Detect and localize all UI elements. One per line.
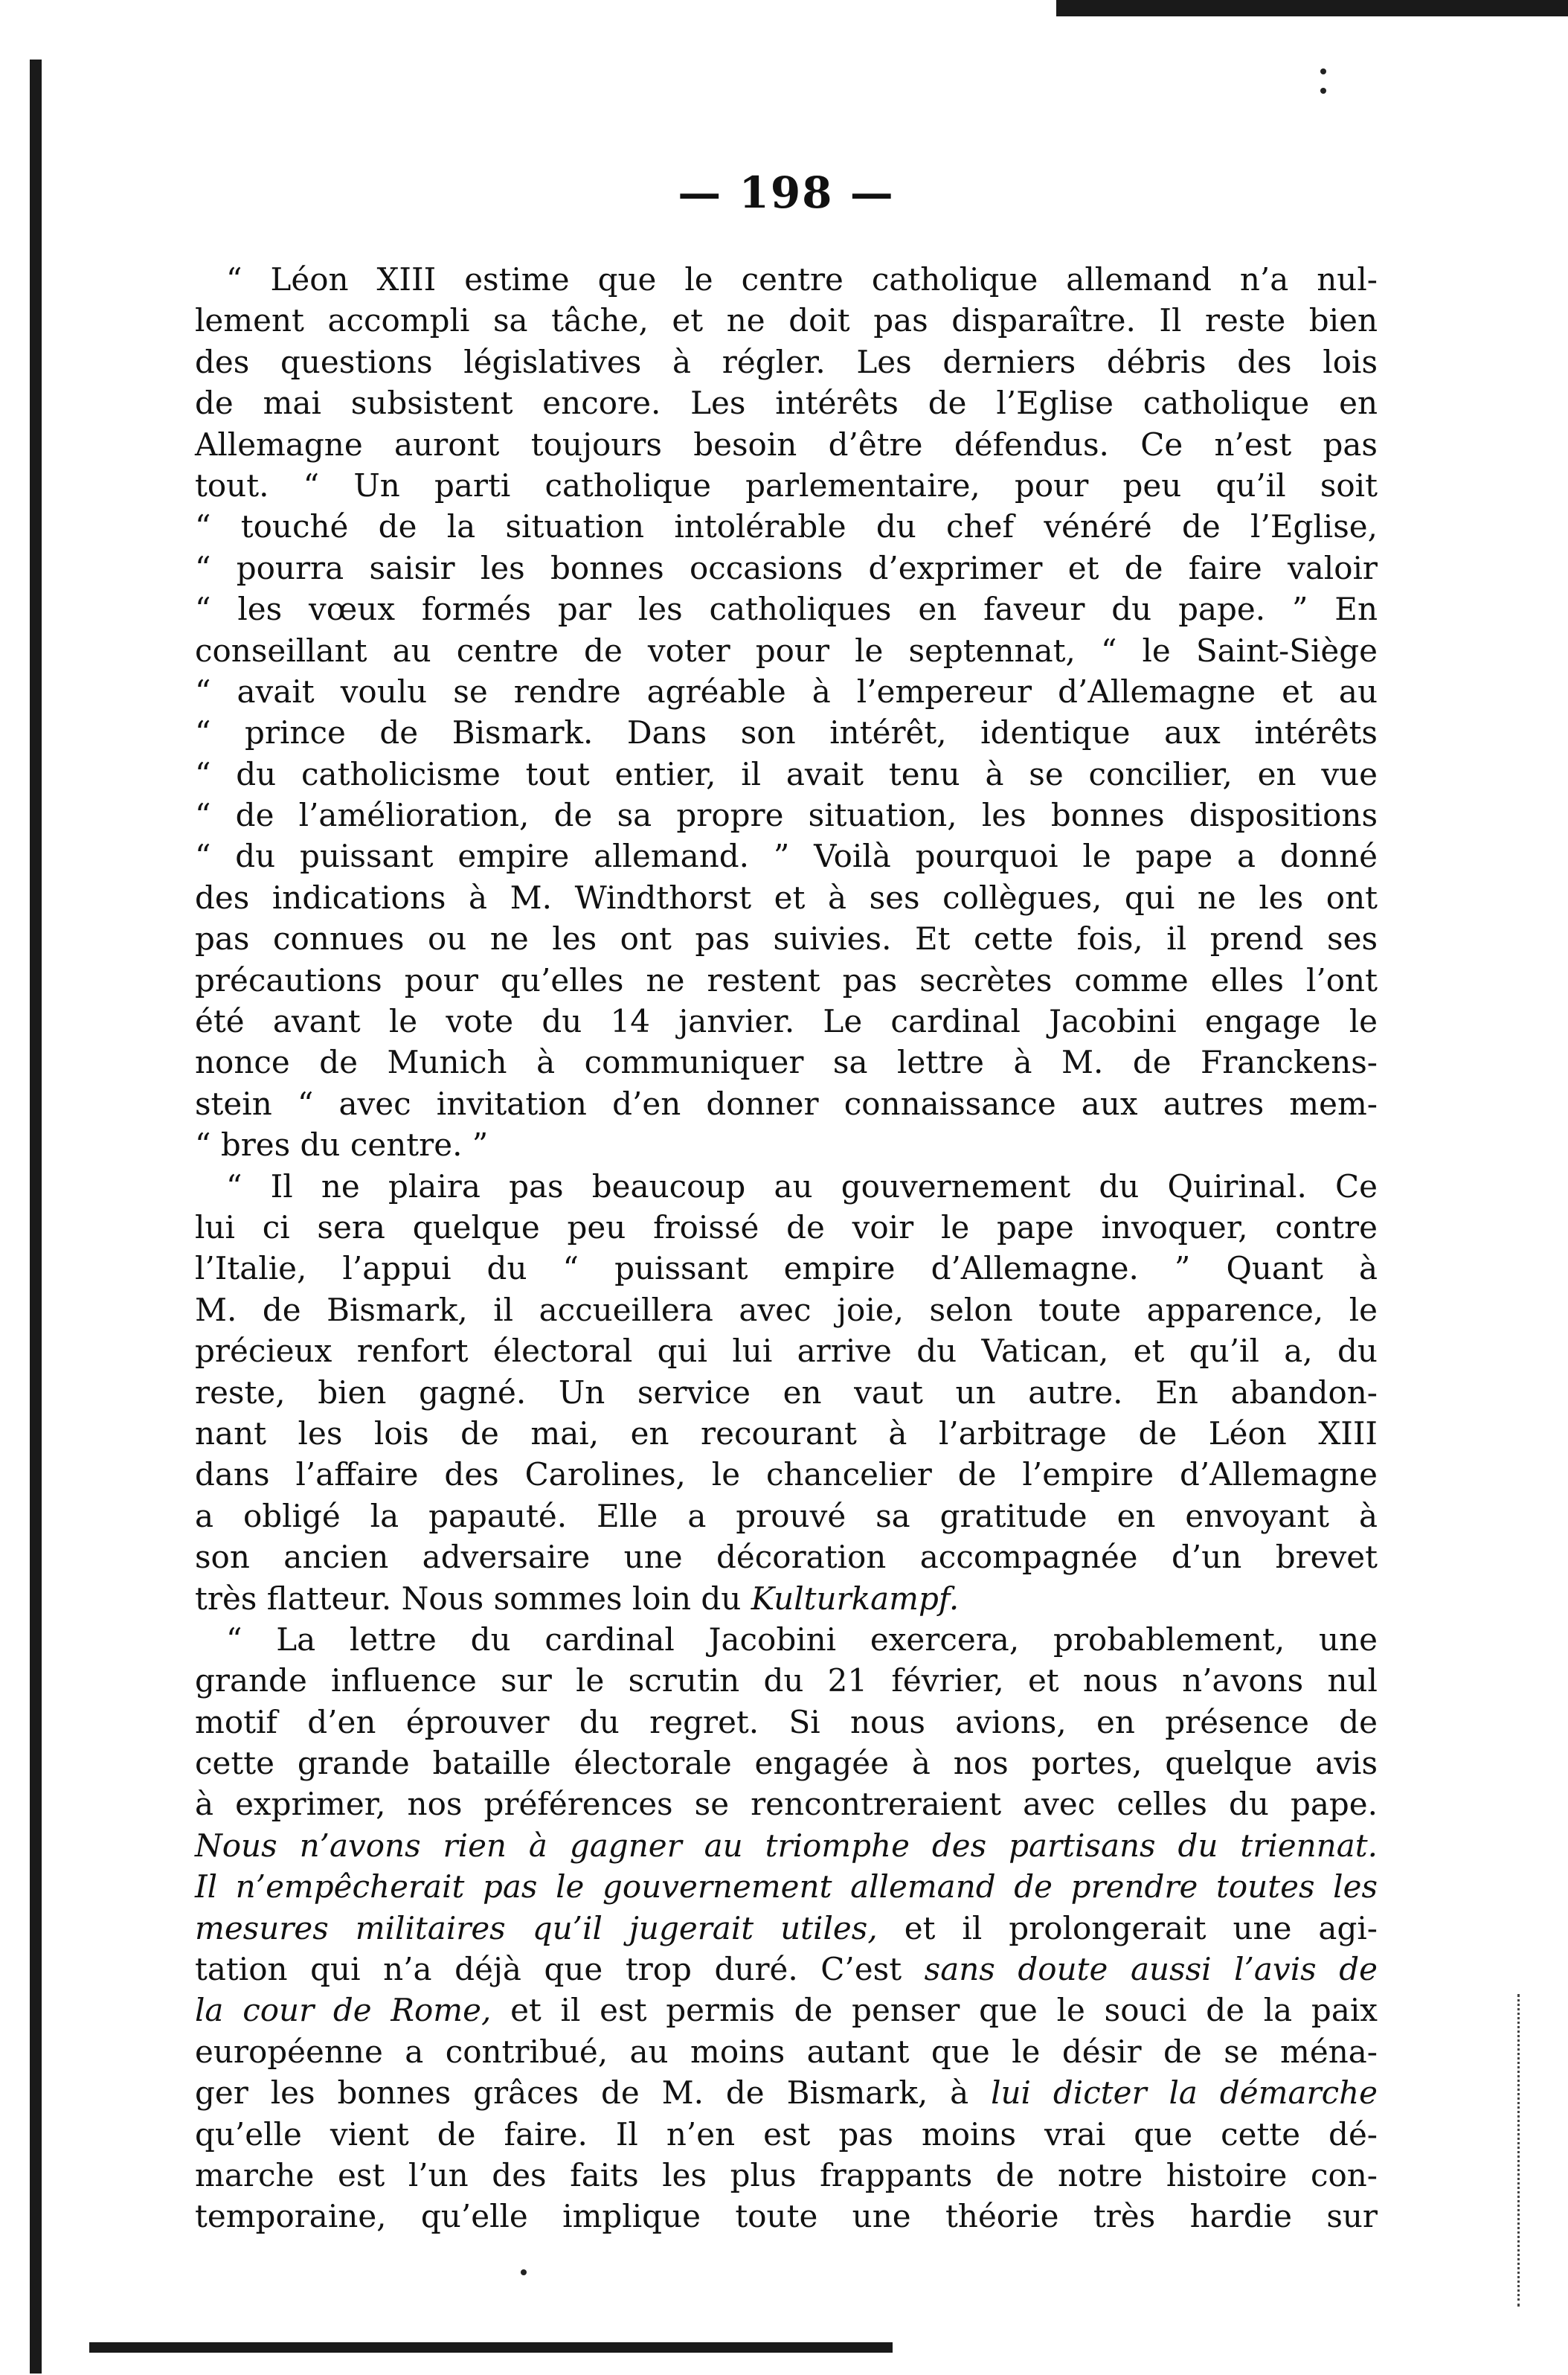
text-line: “ Léon XIII estime que le centre catholique allemand n’a nul-	[226, 261, 1378, 298]
text-line: “ Il ne plaira pas beaucoup au gouvernement du Quirinal. Ce	[226, 1167, 1378, 1205]
text-segment: tation qui n’a déjà que trop duré. C’est	[195, 1951, 925, 1988]
text-line: conseillant au centre de voter pour le septennat, “ le Saint-Siège	[195, 632, 1378, 669]
text-line: été avant le vote du 14 janvier. Le cardinal Jacobini engage le	[195, 1003, 1378, 1040]
text-line: lui ci sera quelque peu froissé de voir le pape invoquer, contre	[195, 1208, 1378, 1246]
text-line: dans l’affaire des Carolines, le chancelier de l’empire d’Allemagne	[195, 1456, 1378, 1493]
text-line: “ bres du centre. ”	[195, 1126, 489, 1164]
text-line: précautions pour qu’elles ne restent pas secrètes comme elles l’ont	[195, 961, 1378, 999]
document-page	[195, 0, 1378, 2375]
text-line: “ les vœux formés par les catholiques en faveur du pape. ” En	[195, 591, 1378, 628]
text-line	[195, 1578, 1378, 1619]
text-segment: et il est permis de penser que le souci de la paix	[491, 1992, 1378, 2029]
body-text	[195, 259, 1378, 2237]
text-line: motif d’en éprouver du regret. Si nous avions, en présence de	[195, 1703, 1378, 1740]
text-line: des indications à M. Windthorst et à ses collègues, qui ne les ont	[195, 879, 1378, 916]
text-line: précieux renfort électoral qui lui arrive du Vatican, et qu’il a, du	[195, 1333, 1378, 1370]
text-line	[195, 1908, 1378, 1949]
text-line: à exprimer, nos préférences se rencontreraient avec celles du pape.	[195, 1786, 1378, 1823]
text-line: grande influence sur le scrutin du 21 février, et nous n’avons nul	[195, 1662, 1378, 1699]
text-line: reste, bien gagné. Un service en vaut un autre. En abandon-	[195, 1374, 1378, 1411]
text-segment: ger les bonnes grâces de M. de Bismark, à	[195, 2074, 992, 2112]
italic-segment: sans doute aussi l’avis de	[924, 1951, 1378, 1988]
text-line: cette grande bataille électorale engagée à nos portes, quelque avis	[195, 1745, 1378, 1782]
italic-segment: la cour de Rome,	[195, 1992, 492, 2029]
text-line: l’Italie, l’appui du “ puissant empire d’Allemagne. ” Quant à	[195, 1250, 1378, 1287]
page-number: — 198 —	[678, 167, 895, 218]
text-line: lement accompli sa tâche, et ne doit pas disparaître. Il reste bien	[195, 302, 1378, 339]
text-line: “ du puissant empire allemand. ” Voilà pourquoi le pape a donné	[195, 838, 1378, 875]
scan-border-left	[30, 60, 42, 2374]
text-line: “ prince de Bismark. Dans son intérêt, identique aux intérêts	[195, 714, 1378, 751]
text-line: “ La lettre du cardinal Jacobini exercera, probablement, une	[226, 1621, 1378, 1658]
text-line: marche est l’un des faits les plus frappants de notre histoire con-	[195, 2156, 1378, 2193]
text-line	[195, 2072, 1378, 2113]
scan-edge-right	[1517, 1994, 1523, 2307]
text-line	[195, 1990, 1378, 2031]
text-line: nant les lois de mai, en recourant à l’arbitrage de Léon XIII	[195, 1414, 1378, 1452]
text-line: “ du catholicisme tout entier, il avait tenu à se concilier, en vue	[195, 755, 1378, 792]
italic-segment: lui dicter la démarche	[991, 2074, 1378, 2112]
text-line: européenne a contribué, au moins autant que le désir de se ména-	[195, 2033, 1378, 2070]
text-line: qu’elle vient de faire. Il n’en est pas moins vrai que cette dé-	[195, 2115, 1378, 2153]
text-line: pas connues ou ne les ont pas suivies. Et cette fois, il prend ses	[195, 920, 1378, 958]
text-line-italic: Il n’empêcherait pas le gouvernement allemand de prendre toutes les	[195, 1868, 1378, 1906]
text-line: Allemagne auront toujours besoin d’être défendus. Ce n’est pas	[195, 426, 1378, 463]
text-line-italic: Nous n’avons rien à gagner au triomphe des partisans du triennat.	[195, 1827, 1378, 1864]
italic-segment: mesures militaires qu’il jugerait utiles,	[195, 1909, 878, 1946]
text-segment: et il prolongerait une agi-	[877, 1909, 1378, 1946]
text-line: des questions législatives à régler. Les derniers débris des lois	[195, 343, 1378, 380]
text-line: nonce de Munich à communiquer sa lettre à M. de Franckens-	[195, 1044, 1378, 1081]
text-line: M. de Bismark, il accueillera avec joie, selon toute apparence, le	[195, 1291, 1378, 1328]
text-line: “ de l’amélioration, de sa propre situation, les bonnes dispositions	[195, 797, 1378, 834]
text-line: de mai subsistent encore. Les intérêts de l’Eglise catholique en	[195, 385, 1378, 422]
text-line: son ancien adversaire une décoration accompagnée d’un brevet	[195, 1539, 1378, 1576]
text-line: tout. “ Un parti catholique parlementaire, pour peu qu’il soit	[195, 467, 1378, 504]
text-line: temporaine, qu’elle implique toute une théorie très hardie sur	[195, 2198, 1378, 2235]
text-line	[195, 1949, 1378, 1990]
text-line: a obligé la papauté. Elle a prouvé sa gratitude en envoyant à	[195, 1497, 1378, 1534]
text-segment: très flatteur. Nous sommes loin du	[195, 1580, 751, 1617]
text-line: “ avait voulu se rendre agréable à l’empereur d’Allemagne et au	[195, 673, 1378, 710]
italic-kulturkampf: Kulturkampf.	[751, 1580, 960, 1617]
text-line: “ pourra saisir les bonnes occasions d’exprimer et de faire valoir	[195, 549, 1378, 586]
text-line: “ touché de la situation intolérable du chef vénéré de l’Eglise,	[195, 508, 1378, 545]
text-line: stein “ avec invitation d’en donner connaissance aux autres mem-	[195, 1085, 1378, 1122]
